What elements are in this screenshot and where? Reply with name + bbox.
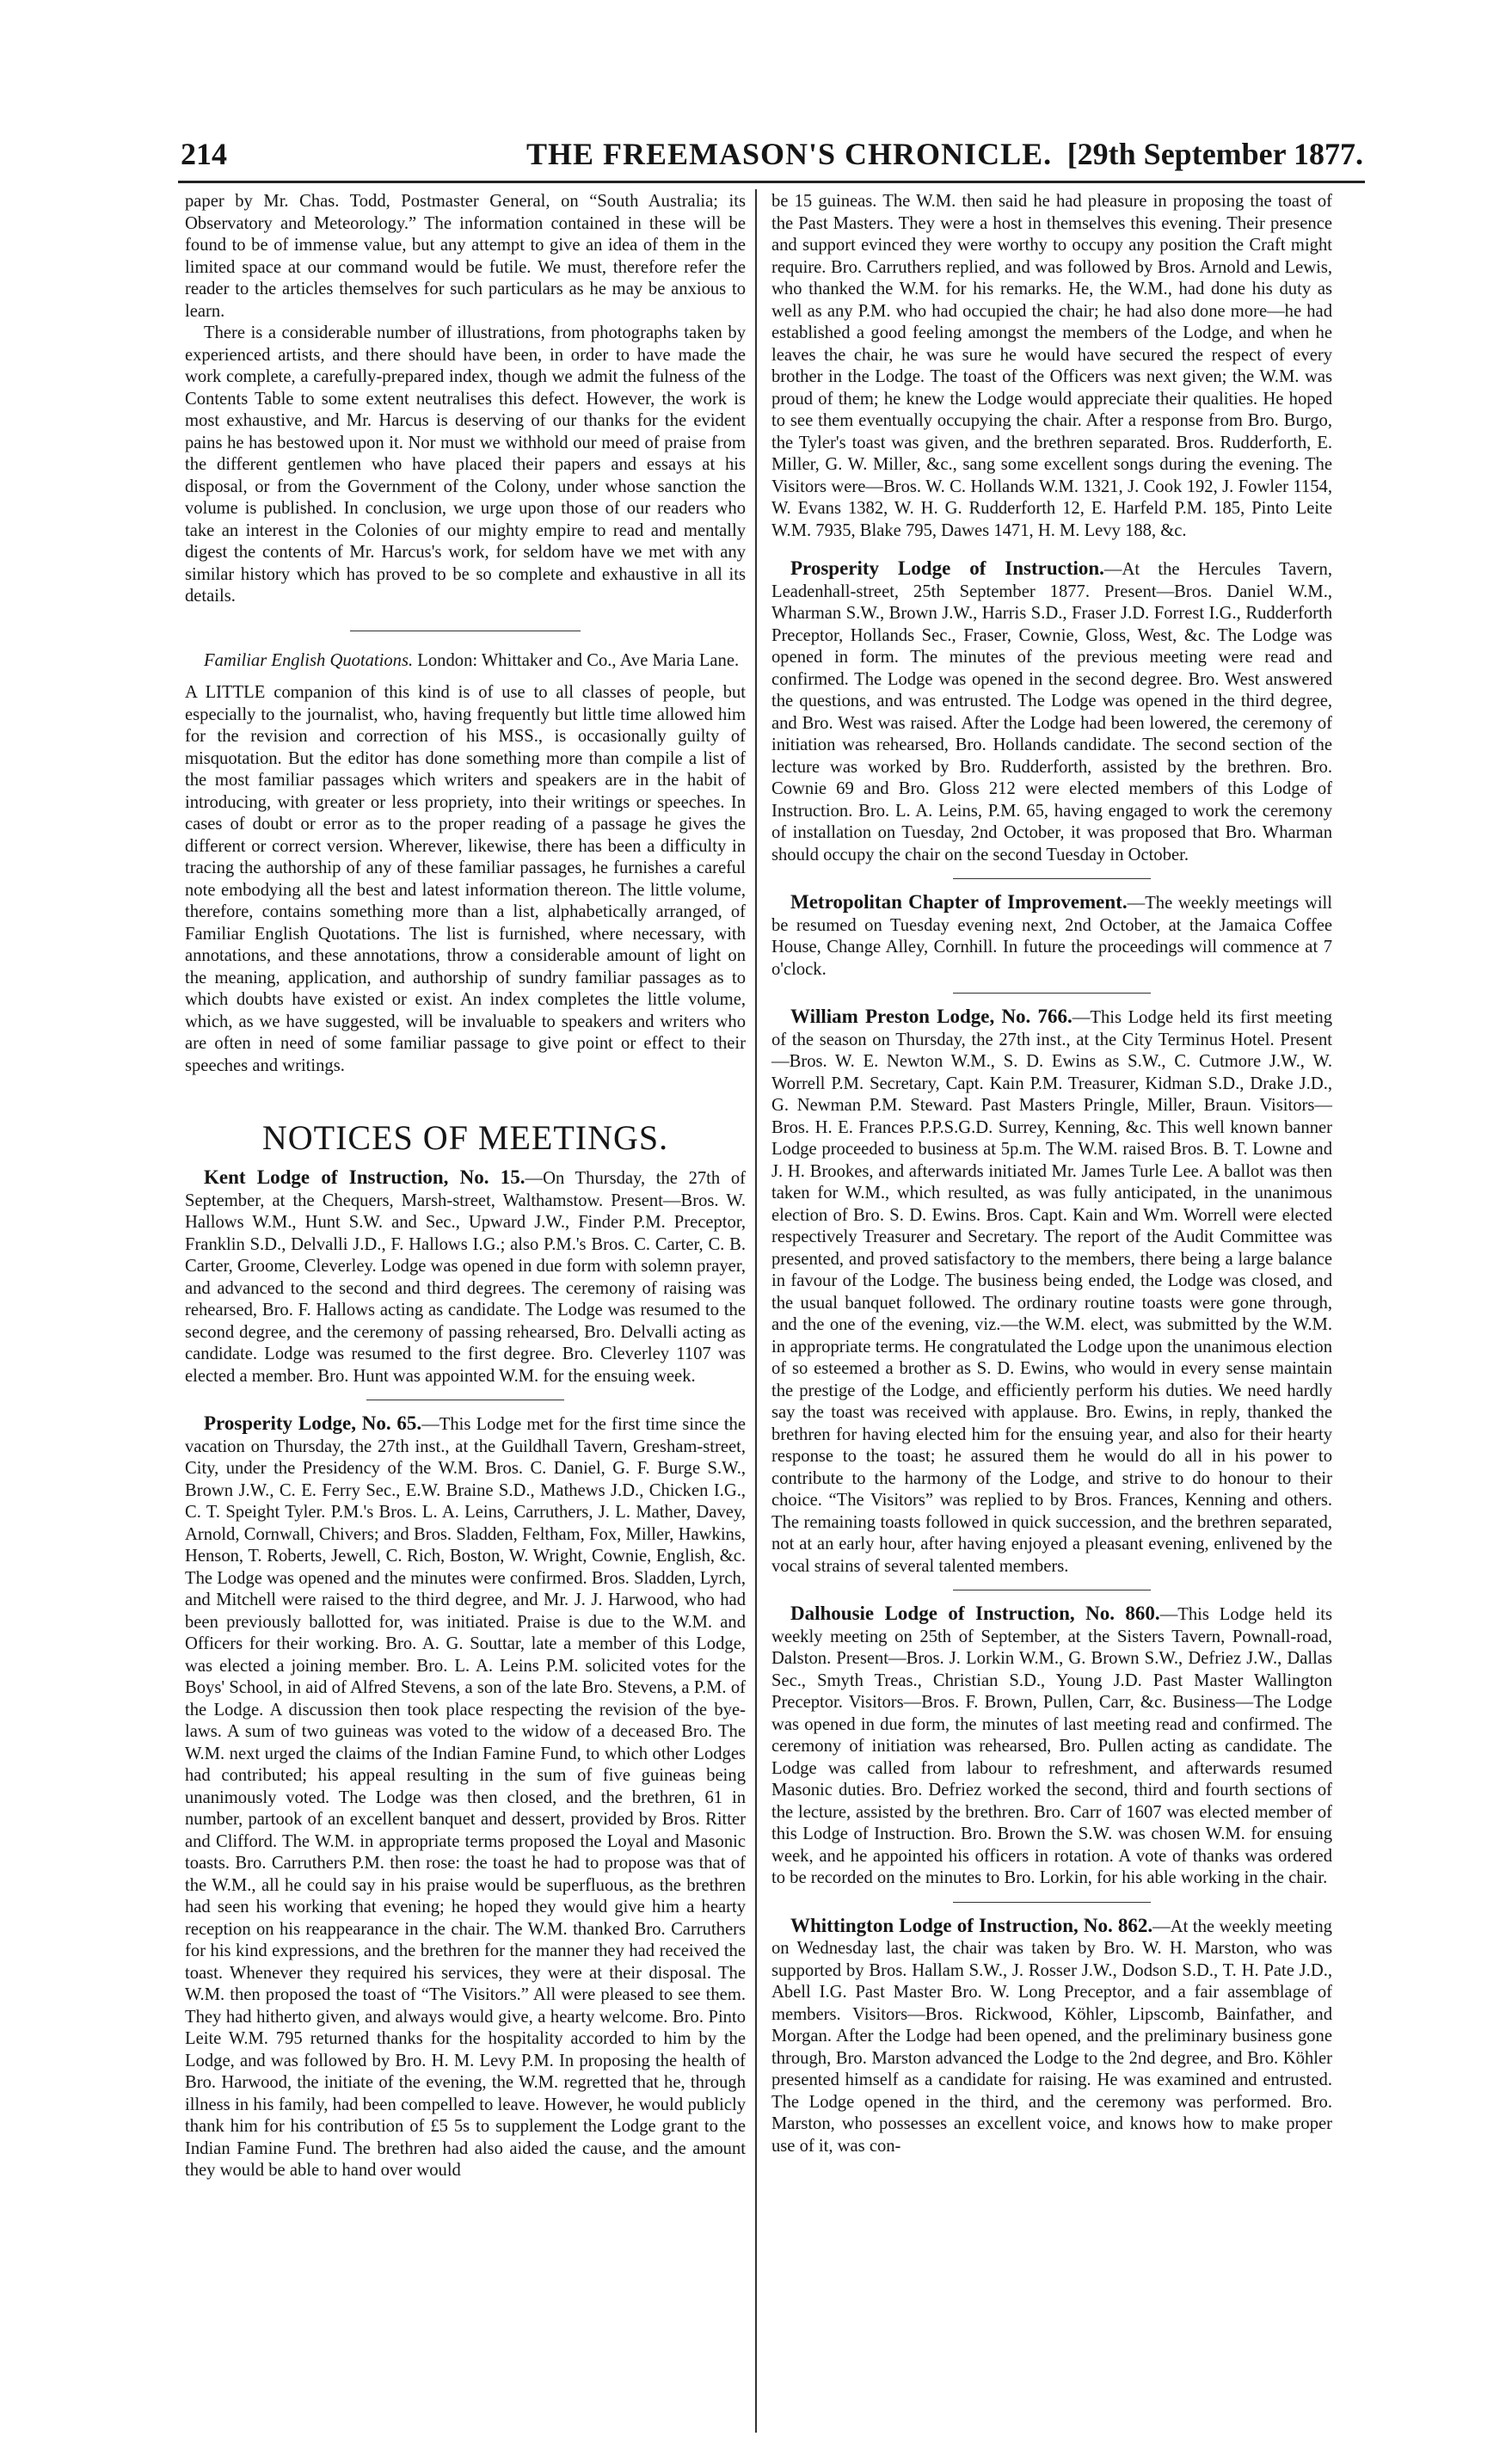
report-body: —At the Hercules Tavern, Leadenhall-street, 25th September 1877. Present—Bros. Daniel W.M., Wharman S.W., Brown J.W., Harris S.D., Fraser J.D. Forrest I.G., Rudderforth Preceptor, Hollands Sec., Fraser, Cownie, Gloss, West, &c. The Lodge was opened in form. The minutes of the previous meeting were read and confirmed. The Lodge was opened in the second degree. Bro. West answered the questions, and was entrusted. The Lodge was opened in the third degree, and Bro. West was raised. After the Lodge had been lowered, the ceremony of initiation was rehearsed, Bro. Hollands candidate. The second section of the lecture was worked by Bro. Rudderforth, assisted by the brethren. Bro. Cownie 69 and Bro. Gloss 212 were elected members of this Lodge of Instruction. Bro. L. A. Leins, P.M. 65, having engaged to work the ceremony of installation on Tuesday, 2nd October, it was proposed that Bro. Wharman should occupy the chair on the second Tuesday in October. [771,560,1332,864]
page-number: 214 [181,137,227,171]
section-heading: NOTICES OF MEETINGS. [261,1118,669,1157]
review-paragraph: paper by Mr. Chas. Todd, Postmaster General, on “South Australia; its Observatory and Meteorology.” The information contained in these will be found to be of immense value, but any attempt to give an idea of them in the limited space at our command would be futile. We must, therefore refer the reader to the articles themselves for such particulars as he may be anxious to learn. [185,192,746,321]
lodge-name: Prosperity Lodge, No. 65. [204,1412,422,1434]
right-column [771,191,1332,2157]
left-column [185,191,746,2182]
book-notice-title [185,650,746,673]
lodge-name: Prosperity Lodge of Instruction. [790,557,1104,579]
report-body: —This Lodge met for the first time since the vacation on Thursday, the 27th inst., at the Guildhall Tavern, Gresham-street, City, under the Presidency of the W.M. Bros. C. Daniel, G. F. Burge S.W., Brown J.W., C. E. Ferry Sec., E.W. Braine S.D., Mathews J.D., Chicken I.G., C. T. Speight Tyler. P.M.'s Bros. L. A. Leins, Carruthers, J. L. Mather, Davey, Arnold, Cornwall, Chivers; and Bros. Sladden, Feltham, Fox, Miller, Hawkins, Henson, T. Roberts, Jewell, C. Rich, Boston, W. Wright, Cownie, English, &c. The Lodge was opened and the minutes were confirmed. Bros. Sladden, Lyrch, and Mitchell were raised to the third degree, and Mr. J. J. Harwood, who had been previously ballotted for, was initiated. Praise is due to the W.M. and Officers for their working. Bro. A. G. Souttar, late a member of this Lodge, was elected a joining member. Bro. L. A. Leins P.M. solicited votes for the Boys' School, in aid of Alfred Stevens, a son of the late Bro. Stevens, a P.M. of the Lodge. A discussion then took place respecting the revision of the bye-laws. A sum of two guineas was voted to the widow of a deceased Bro. The W.M. next urged the claims of the Indian Famine Fund, to which other Lodges had contributed; his appeal resulting in the sum of five guineas being unanimously voted. The Lodge was then closed, and the brethren, 61 in number, partook of an excellent banquet and dessert, provided by Bros. Ritter and Clifford. The W.M. in appropriate terms proposed the Loyal and Masonic toasts. Bro. Carruthers P.M. then rose: the toast he had to propose was that of the W.M., all he could say in his praise would be superfluous, as the brethren had seen his working that evening; he hoped they would give him a hearty reception on his reappearance in the chair. The W.M. thanked Bro. Carruthers for his kind expressions, and the brethren for the manner they had received the toast. Whenever they required his services, they were at their disposal. The W.M. then proposed the toast of “The Visitors.” All were pleased to see them. They had hitherto given, and always would give, a hearty welcome. Bro. Pinto Leite W.M. 795 returned thanks for the hospitality accorded to him by the Lodge, and was followed by Bro. H. M. Levy P.M. In proposing the health of Bro. Harwood, the initiate of the evening, the W.M. regretted that he, through illness in his family, had been compelled to leave. However, he would publicly thank him for his contribution of £5 5s to supplement the Lodge grant to the Indian Famine Fund. The brethren had also aided the cause, and the amount they would be able to hand over would [185,1415,746,2180]
book-review-paragraph [185,682,746,1077]
report-continuation: be 15 guineas. The W.M. then said he had pleasure in proposing the toast of the Past Masters. They were a host in themselves this evening. Their presence and support evinced they were worthy to occupy any position the Craft might require. Bro. Carruthers replied, and was followed by Bros. Arnold and Lewis, who thanked the W.M. for his remarks. He, the W.M., had done his duty as well as any P.M. who had occupied the chair; he had also done more—he had established a good feeling amongst the members of the Lodge, and when he leaves the chair, he was sure he would have secured the respect of every brother in the Lodge. The toast of the Officers was next given; the W.M. was proud of them; he knew the Lodge would appreciate their qualities. He hoped to see them eventually occupying the chair. After a response from Bro. Burgo, the Tyler's toast was given, and the brethren separated. Bros. Rudderforth, E. Miller, G. W. Miller, &c., sang some excellent songs during the evening. The Visitors were—Bros. W. C. Hollands W.M. 1321, J. Cook 192, J. Fowler 1154, W. Evans 1382, W. H. G. Rudderforth 12, E. Harfeld P.M. 185, Pinto Leite W.M. 7935, Blake 795, Dawes 1471, H. M. Levy 188, &c. [771,192,1332,540]
meeting-report [771,1603,1332,1890]
meeting-report [185,1412,746,2182]
lodge-name: Dalhousie Lodge of Instruction, No. 860. [790,1603,1160,1624]
book-publisher: London: Whittaker and Co., Ave Maria Lane. [417,650,740,670]
issue-date: [29th September 1877. [1066,137,1363,171]
meeting-report [771,1006,1332,1578]
report-body: —At the weekly meeting on Wednesday last, the chair was taken by Bro. W. H. Marston, who was supported by Bros. Hallam S.W., J. Rosser J.W., Dodson S.D., T. H. Pate J.D., Abell I.G. Past Master Bro. W. Long Preceptor, and a fair assemblage of members. Visitors—Bros. Rickwood, Köhler, Lipscomb, Bainfather, and Morgan. After the Lodge had been opened, and the preliminary business gone through, Bro. Marston advanced the Lodge to the 2nd degree, and Bro. Köhler presented himself as a candidate for raising. He was examined and entrusted. The Lodge opened in the third, and the ceremony was performed. Bro. Marston, who possesses an excellent voice, and knows how to make proper use of it, was con- [771,1917,1332,2156]
book-title: Familiar English Quotations. [204,650,414,670]
lodge-name: Metropolitan Chapter of Improvement. [790,891,1128,913]
masthead [181,129,1363,181]
report-body: —This Lodge held its first meeting of the season on Thursday, the 27th inst., at the City Terminus Hotel. Present—Bros. W. E. Newton W.M., S. D. Ewins as S.W., C. Cutmore J.W., W. Worrell P.M. Secretary, Capt. Kain P.M. Treasurer, Kidman S.D., Drake J.D., G. Newman P.M. Steward. Past Masters Pringle, Miller, Braun. Visitors—Bros. H. E. Frances P.P.S.G.D. Surrey, Kenning, &c. This well known banner Lodge proceeded to business at 5p.m. The W.M. raised Bros. B. T. Lowne and J. H. Brookes, and afterwards initiated Mr. James Turle Lee. A ballot was then taken for W.M., which resulted, as was fully anticipated, in the unanimous election of Bro. S. D. Ewins. Bros. Capt. Kain and Wm. Worrell were elected respectively Treasurer and Secretary. The report of the Audit Committee was presented, and proved satisfactory to the members, there being a large balance in favour of the Lodge. The business being ended, the Lodge was closed, and the usual banquet followed. The ordinary routine toasts were gone through, and the one of the evening, viz.—the W.M. elect, was submitted by the W.M. in appropriate terms. He congratulated the Lodge upon the unanimous election of so esteemed a brother as S. D. Ewins, who would in every sense maintain the prestige of the Lodge, and efficiently perform his duties. We need hardly say the toast was received with applause. Bro. Ewins, in reply, thanked the brethren for having elected him for the ensuing year, and also for their hearty response to the toast; he assured them he would do all in his power to contribute to the harmony of the Lodge, and strive to do honour to their choice. “The Visitors” was replied to by Bros. Frances, Kenning and others. The remaining toasts followed in quick succession, and the brethren separated, not at an early hour, after having enjoyed a pleasant evening, enlivened by the vocal strains of several talented members. [771,1008,1332,1576]
meeting-report [185,1166,746,1387]
review-paragraph: There is a considerable number of illustrations, from photographs taken by experienced artists, and there should have been, in order to have made the work complete, a carefully-prepared index, though we admit the fulness of the Contents Table to some extent neutralises this defect. However, the work is most exhaustive, and Mr. Harcus is deserving of our thanks for the evident pains he has bestowed upon it. Nor must we withhold our meed of praise from the different gentlemen who have placed their papers and essays at his disposal, or from the Government of the Colony, under whose sanction the volume is published. In conclusion, we urge upon those of our readers who take an interest in the Colonies of our mighty empire to read and mentally digest the contents of Mr. Harcus's work, for seldom have we met with any similar history which has proved to be so complete and exhaustive in all its details. [185,323,746,606]
publication-title: THE FREEMASON'S CHRONICLE. [526,137,1053,171]
report-body: —The weekly meetings will be resumed on Tuesday evening next, 2nd October, at the Jamaica Coffee House, Change Alley, Cornhill. In future the proceedings will commence at 7 o'clock. [771,894,1332,979]
lodge-name: William Preston Lodge, No. 766. [790,1006,1073,1027]
meeting-report [771,557,1332,866]
report-body: —On Thursday, the 27th of September, at the Chequers, Marsh-street, Walthamstow. Present—Bros. W. Hallows W.M., Hunt S.W. and Sec., Upward J.W., Finder P.M. Preceptor, Franklin S.D., Delvalli J.D., F. Hallows I.G.; also P.M.'s Bros. C. Carter, C. B. Carter, Groome, Cleverley. Lodge was opened in due form with solemn prayer, and advanced to the second and third degrees. The ceremony of raising was rehearsed, Bro. F. Hallows acting as candidate. The Lodge was resumed to the second degree, and the ceremony of passing rehearsed, Bro. Delvalli acting as candidate. Lodge was resumed to the first degree. Bro. Cleverley 1107 was elected a member. Bro. Hunt was appointed W.M. for the ensuing week. [185,1169,746,1386]
meeting-report [771,1915,1332,2158]
lodge-name: Kent Lodge of Instruction, No. 15. [204,1166,526,1188]
header-rule [178,181,1365,183]
book-review-text: companion of this kind is of use to all classes of people, but especially to the journalist, who, having frequently but little time allowed him for the revision and correction of his MSS., is occasionally guilty of misquotation. But the editor has done something more than compile a list of the most familiar passages which writers and speakers are in the habit of introducing, with greater or less propriety, into their writings or speeches. In cases of doubt or error as to the proper reading of a passage he gives the different or correct version. Wherever, likewise, there has been a difficulty in tracing the authorship of any of these familiar passages, he furnishes a careful note embodying all the best and latest information thereon. The little volume, therefore, contains something more than a list, alphabetically arranged, of Familiar English Quotations. The list is furnished, where necessary, with annotations, and these annotations, throw a considerable amount of light on the meaning, application, and authorship of sundry familiar passages as to which doubts have existed or exist. An index completes the little volume, which, as we have suggested, will be invaluable to speakers and writers who are often in need of some familiar passage to give point or effect to their speeches and writings. [185,683,747,1075]
meeting-report [771,891,1332,981]
report-body: —This Lodge held its weekly meeting on 25th of September, at the Sisters Tavern, Pownall-road, Dalston. Present—Bros. J. Lorkin W.M., G. Brown S.W., Defriez J.W., Dallas Sec., Smyth Treas., Christian S.D., Young J.D. Past Master Wallington Preceptor. Visitors—Bros. F. Brown, Pullen, Carr, &c. Business—The Lodge was opened in due form, the minutes of last meeting read and confirmed. The ceremony of initiation was rehearsed, Bro. Pullen acting as candidate. The Lodge was called from labour to refreshment, and afterwards resumed Masonic duties. Bro. Defriez worked the second, third and fourth sections of the lecture, assisted by the brethren. Bro. Carr of 1607 was elected member of this Lodge of Instruction. Bro. Brown the S.W. was chosen W.M. for ensuing week, and he appointed his officers in rotation. A vote of thanks was ordered to be recorded on the minutes to Bro. Lorkin, for his able working in the chair. [771,1605,1332,1887]
report-divider [953,878,1151,879]
lodge-name: Whittington Lodge of Instruction, No. 862. [790,1914,1153,1936]
column-divider [755,189,757,2433]
report-divider [953,993,1151,994]
lead-words: A LITTLE [185,683,266,702]
report-divider [953,1902,1151,1903]
